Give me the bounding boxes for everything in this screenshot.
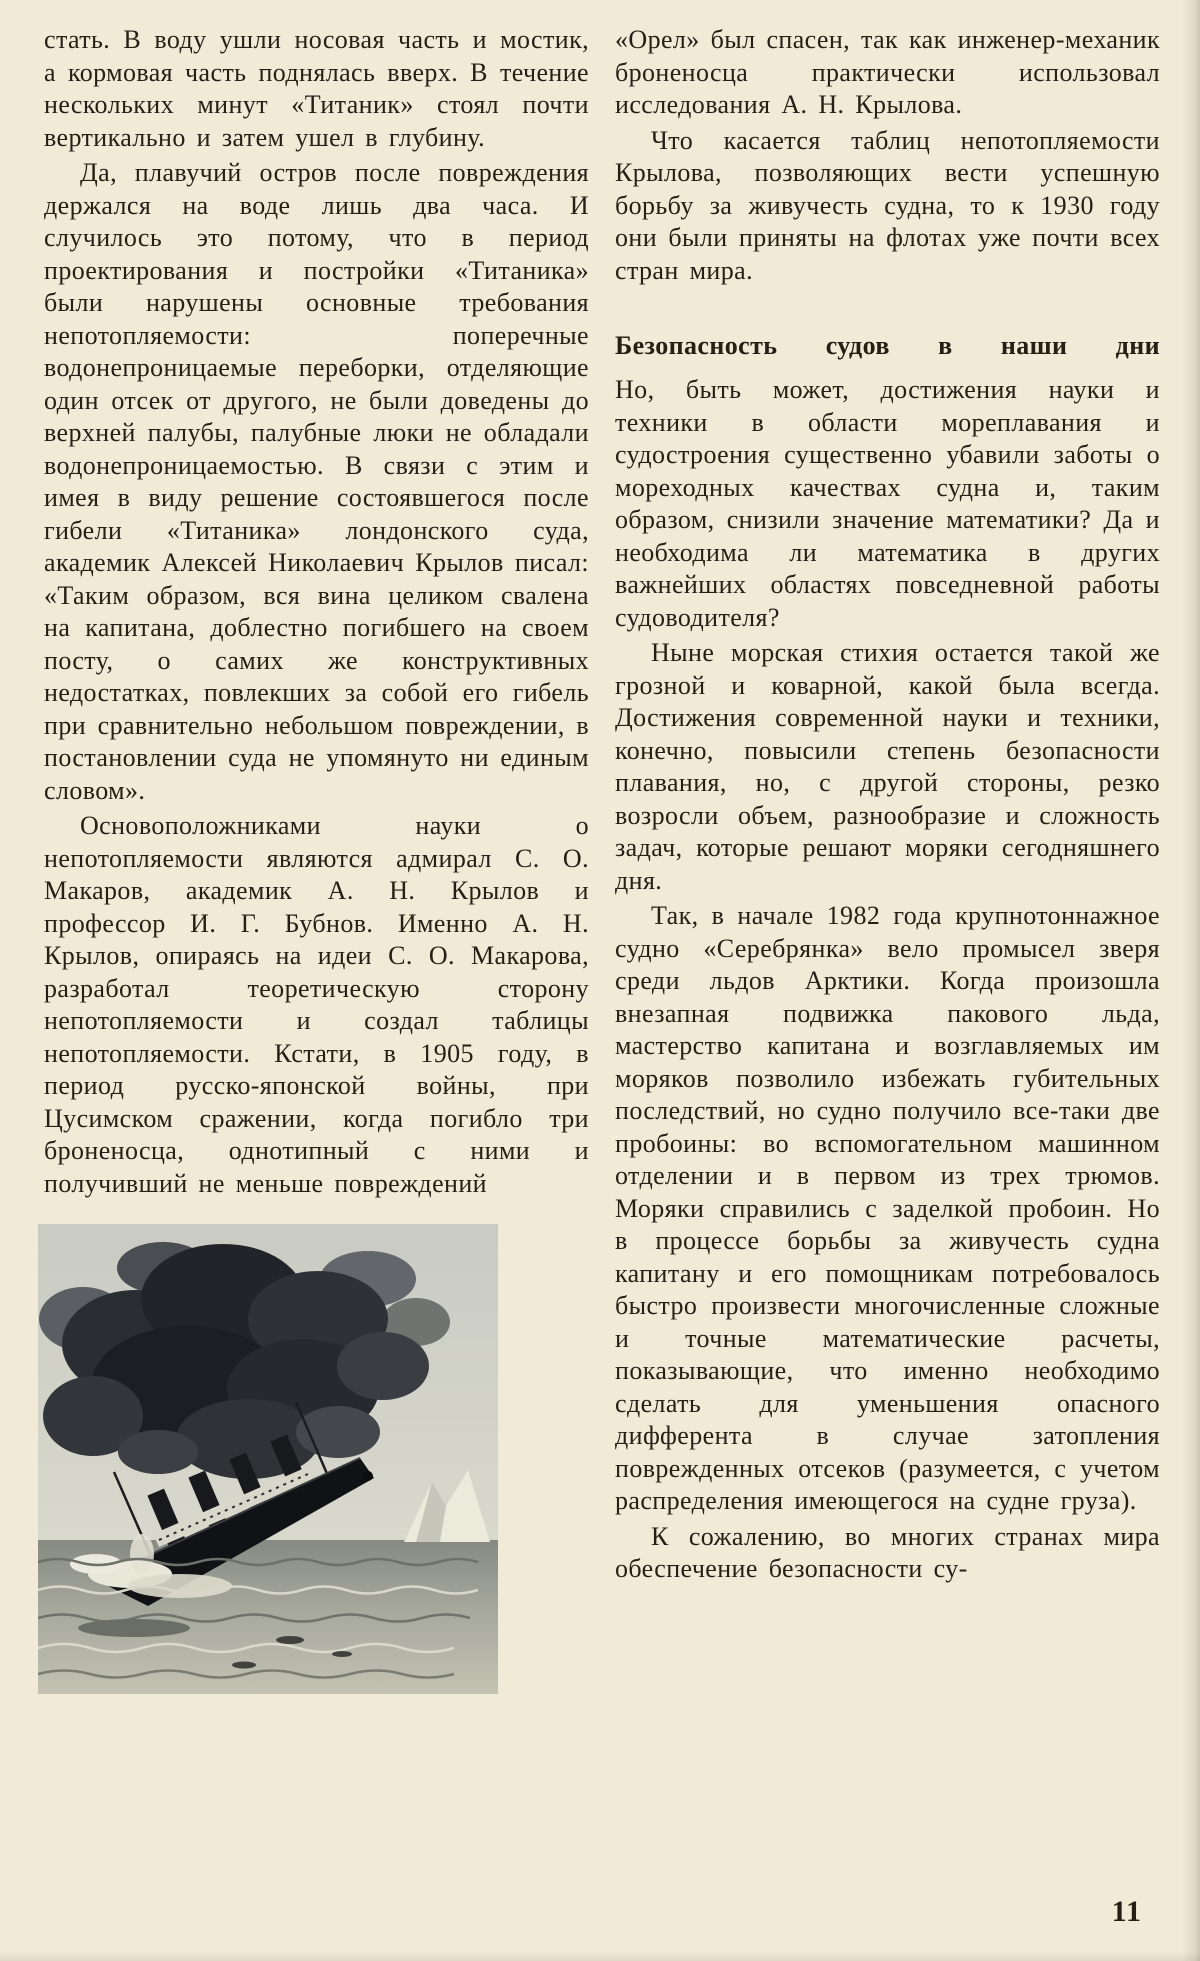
- paragraph-titanic-sinking-continued: стать. В воду ушли носовая часть и мостик, а кормовая часть поднялась вверх. В течение нескольких минут «Титаник» стоял почти вертикально и затем ушел в глубину.: [44, 25, 589, 152]
- paragraph-math-necessity-question: Но, быть может, достижения науки и техники в области мореплавания и судостроения существенно убавили заботы о мореходных качествах судна и, таким образом, снизили значение математики? Да и необходима ли математика в других важнейших областях повседневной работы судоводителя?: [615, 375, 1160, 632]
- paragraph-founders-of-unsinkability-science: Основоположниками науки о непотопляемости являются адмирал С. О. Макаров, академик А. Н. Крылов и профессор И. Г. Бубнов. Именно А. Н. Крылов, опираясь на идеи С. О. Макарова, разработал теоретическую сторону непотопляемости и создал таблицы непотопляемости. Кстати, в 1905 году, в период русско-японской войны, при Цусимском сражении, когда погибло три броненосца, однотипный с ними и получивший не меньше повреждений: [44, 811, 589, 1198]
- paragraph-serebryanka-1982: Так, в начале 1982 года крупнотоннажное судно «Серебрянка» вело промысел зверя среди льдов Арктики. Когда произошла внезапная подвижка пакового льда, мастерство капитана и возглавляемых им моряков позволило избежать губительных последствий, но судно получило все-таки две пробоины: во вспомогательном машинном отделении и в первом из трех трюмов. Моряки справились с заделкой пробоин. Но в процессе борьбы за живучесть судна капитану и его помощникам потребовалось быстро произвести многочисленные сложные и точные математические расчеты, показывающие, что именно необходимо сделать для уменьшения опасного дифферента в случае затопления поврежденных отсеков (разумеется, с учетом распределения имеющегося на судне груза).: [615, 901, 1160, 1515]
- paragraph-krylov-tables: Что касается таблиц непотопляемости Крылова, позволяющих вести успешную борьбу за живучесть судна, то к 1930 году они были приняты на флотах уже почти всех стран мира.: [615, 125, 1160, 285]
- sinking-ship-illustration: [38, 1224, 498, 1694]
- page-bottom-shadow: [0, 1951, 1200, 1961]
- text-columns: [44, 24, 1160, 1694]
- section-heading-ship-safety: Безопасность судов в наши дни: [615, 331, 1160, 360]
- sinking-ship-drawing: [38, 1224, 498, 1694]
- page-number: 11: [1111, 1895, 1142, 1928]
- paragraph-unfortunately-continued: К сожалению, во многих странах мира обеспечение безопасности су-: [615, 1521, 1160, 1583]
- right-column: [615, 24, 1160, 1694]
- paragraph-unsinkability-violations: Да, плавучий остров после повреждения держался на воде лишь два часа. И случилось это потому, что в период проектирования и постройки «Титаника» были нарушены основные требования непотопляемости: поперечные водонепроницаемые переборки, отделяющие один отсек от другого, не были доведены до верхней палубы, палубные люки не обладали водонепроницаемостью. В связи с этим и имея в виду решение состоявшегося после гибели «Титаника» лондонского суда, академик Алексей Николаевич Крылов писал: «Таким образом, вся вина целиком свалена на капитана, доблестно погибшего на своем посту, о самих же конструктивных недостатках, повлекших за собой его гибель при сравнительно небольшом повреждении, в постановлении суда не упомянуто ни единым словом».: [44, 158, 589, 805]
- page-edge-shadow: [1182, 0, 1200, 1961]
- left-column: [44, 24, 589, 1694]
- paragraph-sea-still-dangerous: Ныне морская стихия остается такой же грозной и коварной, какой была всегда. Достижения современной науки и техники, конечно, повысили степень безопасности плавания, но, с другой стороны, резко возросли объем, разнообразие и сложность задач, которые решают моряки сегодняшнего дня.: [615, 638, 1160, 895]
- paragraph-orel-saved: «Орел» был спасен, так как инженер-механик броненосца практически использовал исследования А. Н. Крылова.: [615, 25, 1160, 119]
- propeller: [363, 1471, 373, 1481]
